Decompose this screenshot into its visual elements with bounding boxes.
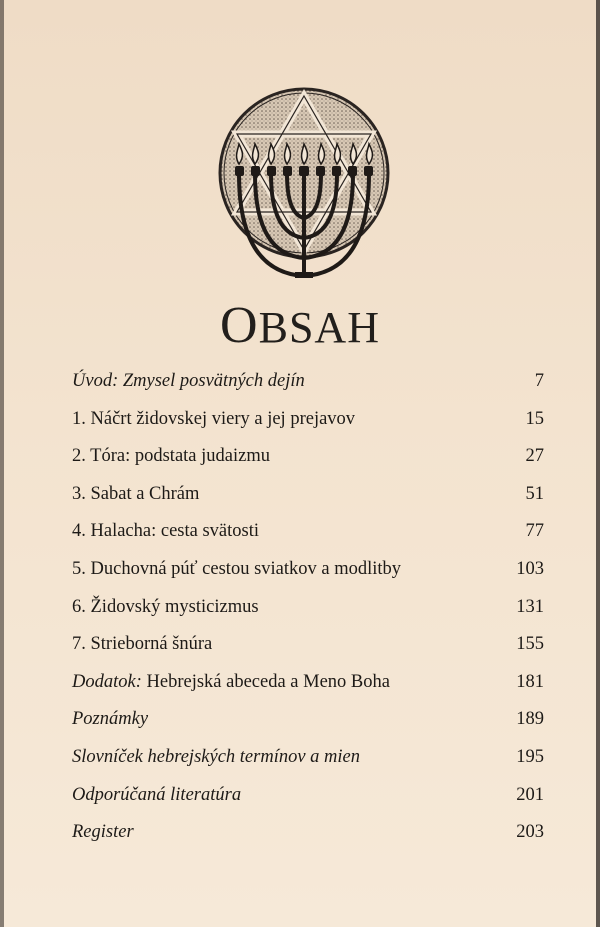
toc-entry [72,514,544,552]
toc-entry [72,439,544,477]
toc-entry-title: Poznámky [72,709,149,730]
toc-entry-title: Náčrt židovskej viery a jej prejavov [90,408,356,429]
toc-entry-prefix: 4. [72,521,86,542]
toc-entry-page-number: 131 [516,596,544,617]
toc-entry-prefix: 2. [72,446,86,467]
toc-entry-label [72,369,305,393]
toc-entry [72,702,544,740]
toc-entry [72,627,544,665]
toc-entry-label [72,707,148,731]
toc-entry-page-number: 181 [516,671,544,692]
toc-entry-title: Register [72,822,134,843]
page-title-rest: BSAH [258,303,380,352]
toc-entry-page-number: 51 [525,483,544,504]
toc-entry [72,778,544,816]
toc-entry-prefix: 6. [72,596,86,617]
toc-entry-label [72,670,390,694]
toc-entry-label [72,519,259,543]
toc-entry [72,815,544,853]
toc-entry-page-number: 15 [525,408,544,429]
toc-entry-title: Odporúčaná literatúra [72,784,242,805]
page-left-edge [0,0,4,927]
toc-entry [72,402,544,440]
toc-entry-label [72,595,259,619]
toc-entry-title: Sabat a Chrám [90,483,200,504]
page-title [0,296,600,355]
toc-entry-title: Slovníček hebrejských termínov a mien [72,746,361,767]
toc-entry-page-number: 203 [516,822,544,843]
toc-entry-page-number: 155 [516,634,544,655]
toc-entry-page-number: 27 [525,446,544,467]
toc-entry-label [72,632,212,656]
toc-entry-label [72,783,241,807]
toc-entry [72,665,544,703]
toc-entry-title: Hebrejská abeceda a Meno Boha [146,671,390,692]
toc-entry-label [72,820,134,844]
toc-entry-page-number: 77 [525,521,544,542]
toc-entry-title: Zmysel posvätných dejín [122,371,305,391]
toc-entry-title: Halacha: cesta svätosti [90,521,259,542]
page-right-edge [596,0,600,927]
toc-entry-prefix: 3. [72,483,86,504]
toc-entry-page-number: 7 [534,371,544,391]
toc-entry [72,590,544,628]
toc-entry-page-number: 201 [516,784,544,805]
toc-entry-label [72,407,355,431]
toc-entry-prefix: Dodatok: [72,671,142,692]
toc-entry-title: Strieborná šnúra [90,634,213,655]
toc-entry-label [72,482,199,506]
toc-entry-page-number: 195 [516,746,544,767]
toc-entry-title: Tóra: podstata judaizmu [90,446,270,467]
toc-entry-label [72,745,360,769]
toc-entry [72,740,544,778]
toc-entry-title: Duchovná púť cestou sviatkov a modlitby [90,558,402,579]
toc-entry-prefix: 7. [72,634,86,655]
toc-entry-title: Židovský mysticizmus [90,596,259,617]
toc-entry-label [72,557,401,581]
toc-entry-label [72,444,270,468]
toc-entry-page-number: 189 [516,709,544,730]
table-of-contents [72,364,544,853]
toc-entry-prefix: 1. [72,408,86,429]
toc-entry [72,552,544,590]
toc-entry [72,477,544,515]
toc-entry [72,364,544,402]
toc-entry-prefix: Úvod: [72,371,119,391]
menorah-star-of-david-icon [209,86,399,286]
toc-entry-prefix: 5. [72,558,86,579]
toc-entry-page-number: 103 [516,558,544,579]
page-title-initial: O [220,297,259,354]
